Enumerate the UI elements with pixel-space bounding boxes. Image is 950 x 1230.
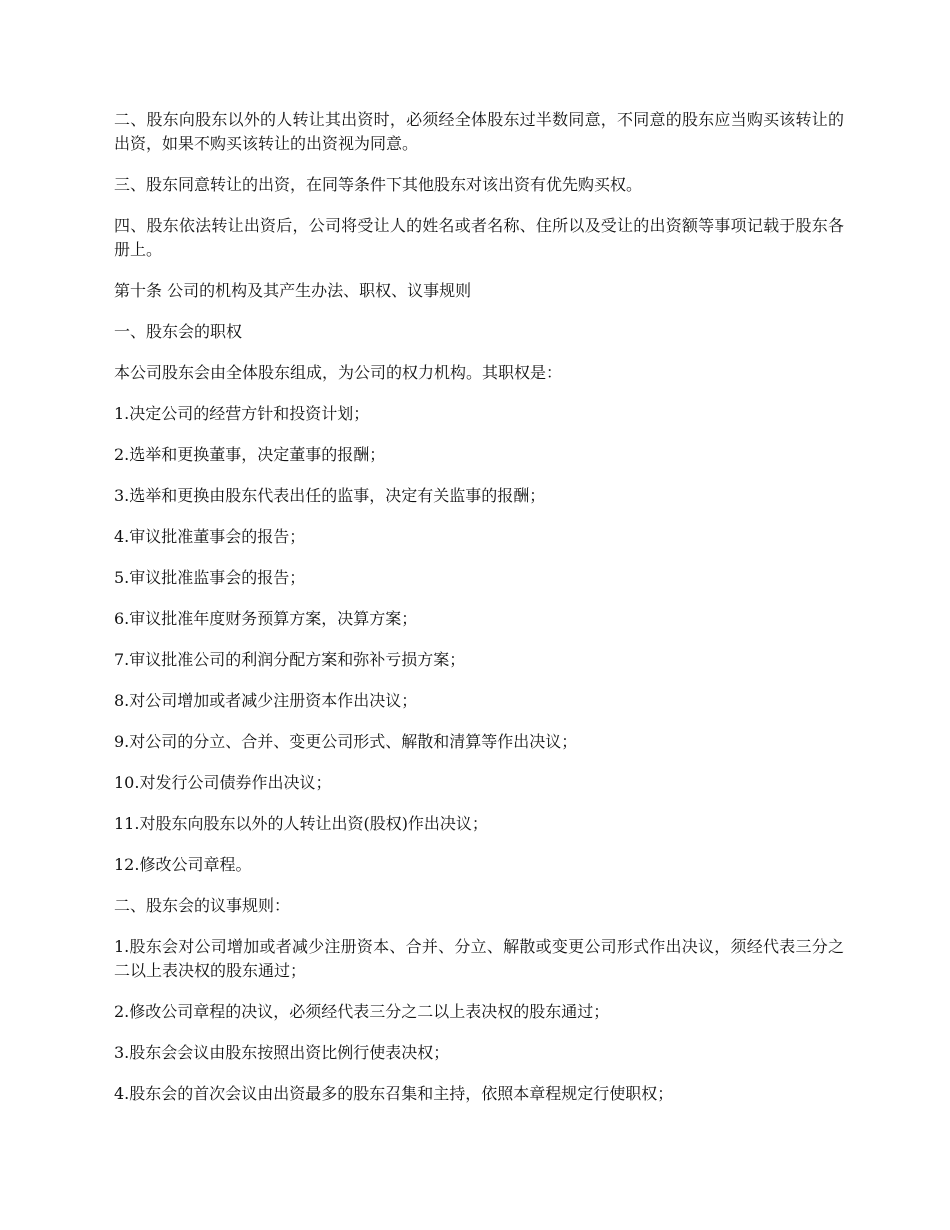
list-item-power-1: 1.决定公司的经营方针和投资计划； xyxy=(114,404,370,423)
paragraph-transfer-consent: 二、股东向股东以外的人转让其出资时，必须经全体股东过半数同意，不同意的股东应当购买该转让的出资，如果不购买该转让的出资视为同意。 xyxy=(114,110,844,153)
list-item-rule-2: 2.修改公司章程的决议，必须经代表三分之二以上表决权的股东通过； xyxy=(114,1002,610,1021)
list-item-rule-4: 4.股东会的首次会议由出资最多的股东召集和主持，依照本章程规定行使职权； xyxy=(114,1084,674,1103)
list-item-power-12: 12.修改公司章程。 xyxy=(114,855,252,874)
list-item-power-3: 3.选举和更换由股东代表出任的监事，决定有关监事的报酬； xyxy=(114,486,546,505)
paragraph-register-record: 四、股东依法转让出资后，公司将受让人的姓名或者名称、住所以及受让的出资额等事项记载于股东各册上。 xyxy=(114,216,844,259)
paragraph-shareholders-meeting-intro: 本公司股东会由全体股东组成，为公司的权力机构。其职权是： xyxy=(114,363,563,382)
list-item-rule-1: 1.股东会对公司增加或者减少注册资本、合并、分立、解散或变更公司形式作出决议，须经代表三分之二以上表决权的股东通过； xyxy=(114,937,844,980)
article-ten-heading: 第十条 公司的机构及其产生办法、职权、议事规则 xyxy=(114,281,472,300)
section-meeting-rules-heading: 二、股东会的议事规则： xyxy=(114,896,291,915)
list-item-power-11: 11.对股东向股东以外的人转让出资(股权)作出决议； xyxy=(114,814,488,833)
list-item-power-4: 4.审议批准董事会的报告； xyxy=(114,527,306,546)
list-item-power-9: 9.对公司的分立、合并、变更公司形式、解散和清算等作出决议； xyxy=(114,732,578,751)
list-item-power-2: 2.选举和更换董事，决定董事的报酬； xyxy=(114,445,386,464)
document-page xyxy=(114,108,844,1123)
list-item-power-8: 8.对公司增加或者减少注册资本作出决议； xyxy=(114,691,418,710)
list-item-power-10: 10.对发行公司债券作出决议； xyxy=(114,773,332,792)
paragraph-preemptive-right: 三、股东同意转让的出资，在同等条件下其他股东对该出资有优先购买权。 xyxy=(114,175,643,194)
section-shareholders-powers-heading: 一、股东会的职权 xyxy=(114,322,243,341)
list-item-power-6: 6.审议批准年度财务预算方案，决算方案； xyxy=(114,609,418,628)
list-item-power-5: 5.审议批准监事会的报告； xyxy=(114,568,306,587)
list-item-rule-3: 3.股东会会议由股东按照出资比例行使表决权； xyxy=(114,1043,450,1062)
list-item-power-7: 7.审议批准公司的利润分配方案和弥补亏损方案； xyxy=(114,650,466,669)
